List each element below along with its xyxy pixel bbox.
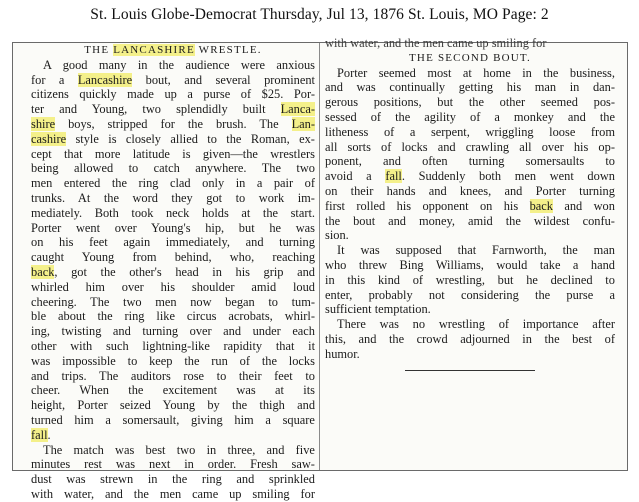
- left-text-line: cashire style is closely allied to the Roman, ex-: [31, 131, 315, 146]
- left-text-line: A good many in the audience were anxious: [43, 57, 315, 72]
- left-text-line: cept that more latitude is given—the wrestlers: [31, 146, 315, 161]
- right-text-line: gerous positions, but the other seemed pos-: [325, 95, 615, 110]
- left-text-line: shire boys, stripped for the brush. The Lan-: [31, 116, 315, 131]
- right-text-line: all sorts of locks and crawling all over his op-: [325, 139, 615, 154]
- left-text-line: mediately. Both took neck holds at the start.: [31, 205, 316, 220]
- left-text-line: other with such lightning-like rapidity that it: [31, 338, 316, 353]
- search-highlight: Lancashire: [77, 72, 133, 87]
- left-text-line: for a Lancashire bout, and several prominent: [31, 72, 315, 87]
- right-text-line: this, and the crowd adjourned in the best of: [325, 331, 615, 346]
- search-highlight: Lan-: [291, 116, 315, 131]
- right-text-line: sufficient temptation.: [325, 302, 431, 317]
- right-text-line: in this kind of wrestling, but he declined to: [325, 272, 615, 287]
- right-text-line: ponent, and often turning somersaults to: [325, 154, 615, 169]
- right-heading: THE SECOND BOUT.: [409, 51, 531, 64]
- right-text-line: sion.: [325, 228, 349, 243]
- right-text-line: who threw Bing Williams, would take a hand: [325, 257, 615, 272]
- left-text-line: ing, twisting and turning over and under each: [31, 324, 316, 339]
- column-divider: [319, 43, 320, 470]
- newspaper-clipping: [12, 36, 628, 501]
- left-text-line: was impossible to keep the run of the locks: [31, 353, 315, 368]
- left-text-line: cheer. When the excitement was at its: [31, 383, 316, 398]
- right-text-line: Porter seemed most at home in the business,: [337, 65, 615, 80]
- right-text-line: humor.: [325, 346, 360, 361]
- right-text-line: first rolled his opponent on his back and won: [325, 198, 615, 213]
- left-text-line: height, Porter seized Young by the thigh and: [31, 398, 316, 413]
- left-text-line: with water, and the men came up smiling for: [31, 486, 315, 501]
- left-column: [31, 43, 315, 502]
- left-heading: THE LANCASHIRE WRESTLE.: [84, 44, 262, 56]
- left-text-line: turned him a somersault, giving him a square: [31, 412, 315, 427]
- right-text-line: There was no wrestling of importance after: [337, 317, 615, 332]
- left-text-line: ter and Young, two splendidly built Lanca-: [31, 102, 315, 117]
- right-text-line: on their hands and knees, and Porter turning: [325, 183, 615, 198]
- right-text-line: It was supposed that Farnworth, the man: [337, 243, 615, 258]
- right-text-line: and was continually getting his man in dan-: [325, 80, 615, 95]
- page-caption: St. Louis Globe-Democrat Thursday, Jul 13, 1876 St. Louis, MO Page: 2: [90, 6, 549, 23]
- left-text-line: and trips. The auditors rose to their feet to: [31, 368, 315, 383]
- right-text-line: the bout and money, amid the wildest confu-: [325, 213, 615, 228]
- right-column: [325, 36, 615, 371]
- left-text-line: trunks. At the word they got to work im-: [31, 190, 315, 205]
- right-text-line: sessed of the agility of a monkey and the: [325, 109, 615, 124]
- search-highlight: Lanca-: [280, 102, 315, 117]
- left-text-line: back, got the other's head in his grip and: [31, 264, 315, 279]
- search-highlight: fall: [385, 169, 402, 184]
- left-text-line: citizens quickly made up a purse of $25. Por-: [31, 87, 315, 102]
- left-text-line: ble about the ring like circus acrobats, whirl-: [31, 309, 315, 324]
- end-rule: [405, 370, 535, 371]
- search-highlight: LANCASHIRE: [113, 44, 195, 56]
- right-cut-line: with water, and the men came up smiling for: [325, 36, 547, 50]
- left-text-line: whirled him over his shoulder amid loud: [31, 279, 315, 294]
- left-text-line: Porter went over Young's hip, but he was: [31, 220, 315, 235]
- right-text-line: litheness of a serpent, wriggling loose from: [325, 124, 615, 139]
- left-text-line: men entered the ring clad only in a pair of: [31, 176, 315, 191]
- search-highlight: shire: [31, 116, 56, 131]
- search-highlight: cashire: [31, 131, 67, 146]
- search-highlight: back: [31, 264, 55, 279]
- left-text-line: The match was best two in three, and five: [43, 442, 315, 457]
- left-text-line: on his feet again immediately, and turning: [31, 235, 315, 250]
- left-text-line: being allowed to catch anywhere. The two: [31, 161, 315, 176]
- left-text-line: fall.: [31, 427, 51, 442]
- right-text-line: enter, probably not considering the purse a: [325, 287, 615, 302]
- right-text-line: avoid a fall. Suddenly both men went down: [325, 169, 615, 184]
- left-text-line: cheering. The two men now began to tum-: [31, 294, 315, 309]
- search-highlight: fall: [31, 427, 48, 442]
- search-highlight: back: [529, 198, 553, 213]
- left-text-line: minutes rest was next in order. Fresh saw-: [31, 457, 315, 472]
- left-text-line: caught Young from behind, who, reaching: [31, 250, 316, 265]
- left-text-line: dust was strewn in the ring and sprinkled: [31, 472, 316, 487]
